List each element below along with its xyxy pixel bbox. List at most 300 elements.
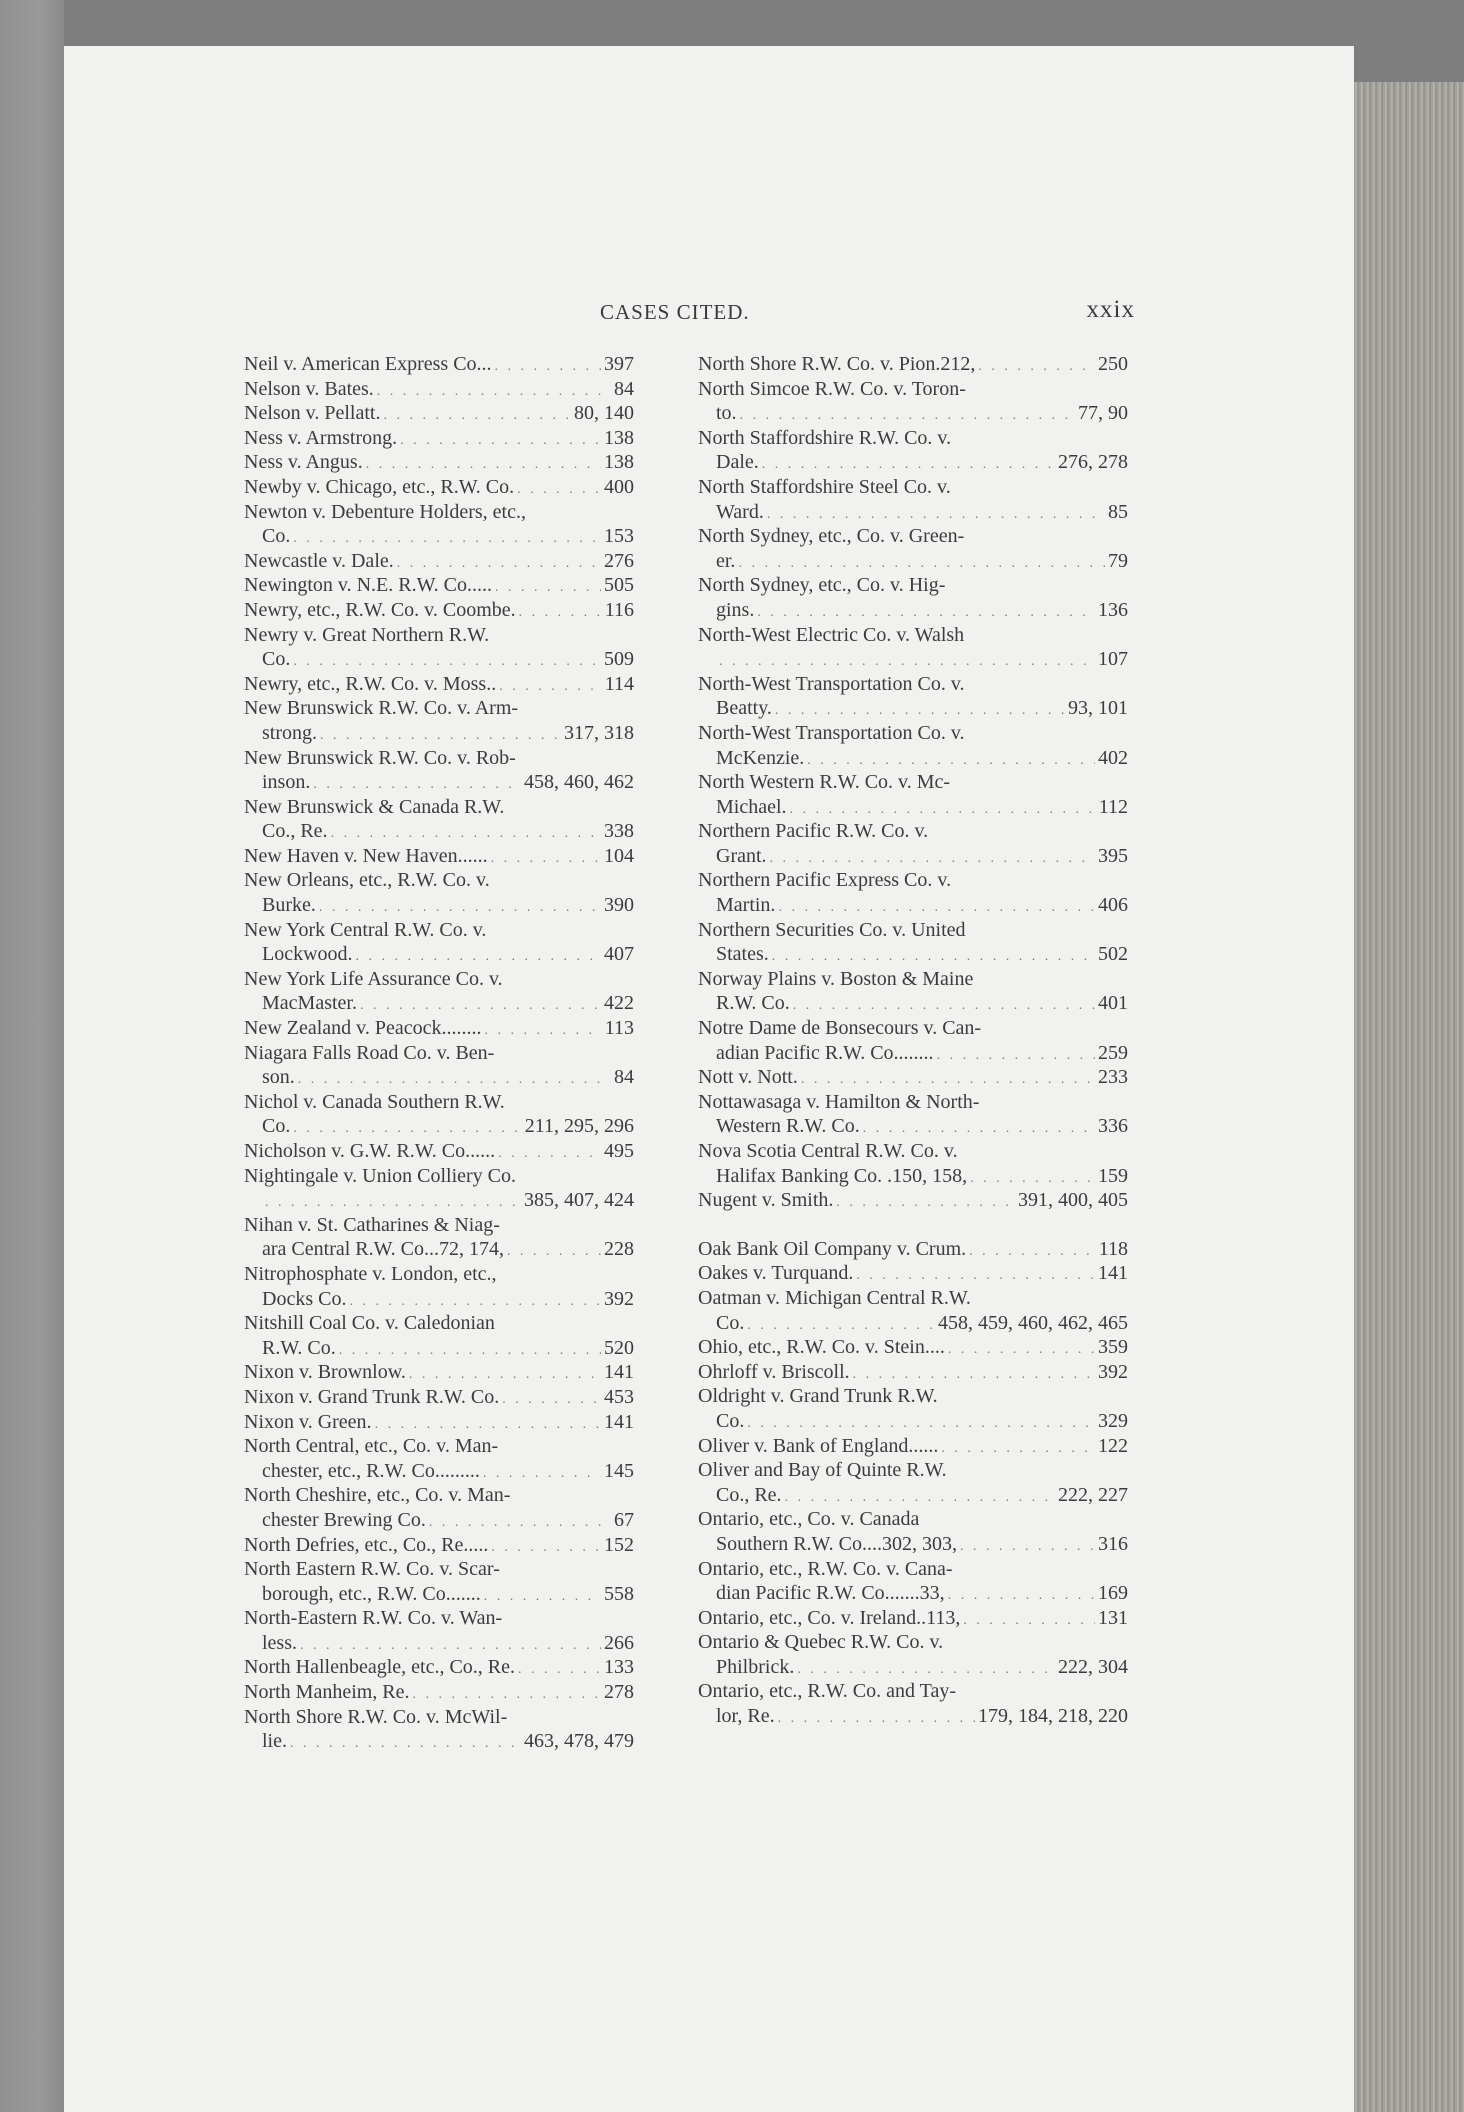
index-entry-line <box>698 819 1128 844</box>
page-references: 453 <box>604 1385 634 1408</box>
index-entry-line <box>698 1114 1128 1139</box>
index-entry-line <box>698 1704 1128 1729</box>
leader-dots <box>948 1338 1095 1363</box>
index-entry-line <box>244 1508 634 1533</box>
page-references: 141 <box>604 1410 634 1433</box>
index-entry-line <box>698 1458 1128 1483</box>
case-name: chester, etc., R.W. Co......... <box>262 1459 480 1482</box>
page-references: 520 <box>604 1336 634 1359</box>
case-name: Newry v. Great Northern R.W. <box>244 623 490 646</box>
index-entry-line <box>698 1139 1128 1164</box>
index-entry-line <box>698 377 1128 402</box>
index-entry-line <box>244 524 634 549</box>
index-entry-line <box>698 696 1128 721</box>
index-entry-line <box>244 1631 634 1656</box>
leader-dots <box>518 1658 601 1683</box>
page-references: 116 <box>604 598 634 621</box>
page-references: 338 <box>604 820 634 843</box>
page-references: 509 <box>604 648 634 671</box>
case-name: North Central, etc., Co. v. Man- <box>244 1435 499 1458</box>
page-references: 179, 184, 218, 220 <box>978 1705 1128 1728</box>
case-name: Michael. <box>716 795 787 818</box>
page-references: 131 <box>1098 1606 1128 1629</box>
leader-dots <box>937 1044 1095 1069</box>
page-references: 406 <box>1098 894 1128 917</box>
index-entry-line <box>698 475 1128 500</box>
index-entry-line <box>244 1164 634 1189</box>
page-references: 136 <box>1098 598 1128 621</box>
page-number: xxix <box>1086 296 1135 323</box>
index-entry-line <box>244 746 634 771</box>
index-entry-line <box>244 1262 634 1287</box>
leader-dots <box>948 1584 1095 1609</box>
case-name: Nixon v. Brownlow. <box>244 1361 406 1384</box>
page-references: 169 <box>1098 1582 1128 1605</box>
case-name: Co., Re. <box>716 1483 782 1506</box>
leader-dots <box>963 1609 1095 1634</box>
case-name: Southern R.W. Co....302, 303, <box>716 1532 957 1555</box>
case-name: Philbrick. <box>716 1655 795 1678</box>
index-entry-line <box>244 1090 634 1115</box>
page-references: 118 <box>1098 1237 1128 1260</box>
index-entry-line <box>244 770 634 795</box>
index-entry-line <box>698 1360 1128 1385</box>
page-references: 276 <box>604 549 634 572</box>
case-name: R.W. Co. <box>262 1336 336 1359</box>
index-entry-line <box>698 450 1128 475</box>
page-references: 93, 101 <box>1068 697 1128 720</box>
leader-dots <box>491 847 601 872</box>
case-name: New Haven v. New Haven...... <box>244 844 488 867</box>
case-name: Co., Re. <box>262 820 328 843</box>
index-entry-line <box>698 1286 1128 1311</box>
case-name: chester Brewing Co. <box>262 1508 426 1531</box>
case-name: Nihan v. St. Catharines & Niag- <box>244 1213 500 1236</box>
index-entry-line <box>698 1090 1128 1115</box>
index-entry-line <box>698 1630 1128 1655</box>
index-entry-line <box>698 795 1128 820</box>
case-name: Northern Pacific R.W. Co. v. <box>698 820 929 843</box>
page-references: 458, 459, 460, 462, 465 <box>938 1311 1128 1334</box>
page-references: 392 <box>1098 1360 1128 1383</box>
index-entry-line <box>244 1459 634 1484</box>
page-references: 458, 460, 462 <box>524 771 634 794</box>
page-references: 278 <box>604 1681 634 1704</box>
case-name: Nelson v. Bates. <box>244 377 374 400</box>
case-name: adian Pacific R.W. Co........ <box>716 1041 934 1064</box>
index-entry-line <box>698 1065 1128 1090</box>
index-entry-line <box>698 1557 1128 1582</box>
index-entry-line <box>244 1311 634 1336</box>
page-references: 138 <box>604 451 634 474</box>
case-name: Newington v. N.E. R.W. Co..... <box>244 574 492 597</box>
index-entry-line <box>698 1188 1128 1213</box>
index-entry-line <box>244 352 634 377</box>
index-entry-line <box>698 1532 1128 1557</box>
case-name: New York Central R.W. Co. v. <box>244 918 487 941</box>
index-entry-line <box>244 1410 634 1435</box>
case-name: Docks Co. <box>262 1287 347 1310</box>
case-name: Nott v. Nott. <box>698 1066 798 1089</box>
index-entry-line <box>698 1041 1128 1066</box>
page-header <box>600 292 1135 332</box>
page-references: 391, 400, 405 <box>1018 1189 1128 1212</box>
index-entry-line <box>244 1533 634 1558</box>
index-entry-line <box>698 770 1128 795</box>
page-references: 250 <box>1098 353 1128 375</box>
page-references: 141 <box>604 1361 634 1384</box>
page-references: 395 <box>1098 844 1128 867</box>
case-name: gins. <box>716 598 755 621</box>
case-name: New Orleans, etc., R.W. Co. v. <box>244 869 490 892</box>
page-references: 112 <box>1098 795 1128 818</box>
case-name: Newcastle v. Dale. <box>244 549 394 572</box>
case-name: North Hallenbeagle, etc., Co., Re. <box>244 1656 516 1679</box>
page-references: 502 <box>1098 943 1128 966</box>
page-references: 80, 140 <box>574 402 634 425</box>
index-entry-line <box>244 893 634 918</box>
case-name: R.W. Co. <box>716 992 790 1015</box>
page-references: 495 <box>604 1140 634 1162</box>
case-name: to. <box>716 402 737 425</box>
case-name: strong. <box>262 721 317 744</box>
case-name: Ontario, etc., R.W. Co. and Tay- <box>698 1680 956 1703</box>
case-name: Newby v. Chicago, etc., R.W. Co. <box>244 475 515 498</box>
case-name: Ontario, etc., R.W. Co. v. Cana- <box>698 1557 953 1580</box>
page-references: 114 <box>604 672 634 695</box>
index-entry-line <box>244 1582 634 1607</box>
index-entry-line <box>244 573 634 598</box>
page-references: 211, 295, 296 <box>524 1115 634 1138</box>
index-entry-line <box>698 1409 1128 1434</box>
case-name: Nitshill Coal Co. v. Caledonian <box>244 1312 495 1335</box>
case-name: Ontario, etc., Co. v. Canada <box>698 1508 920 1531</box>
case-name: Oliver and Bay of Quinte R.W. <box>698 1459 947 1482</box>
index-entry-line <box>698 1311 1128 1336</box>
page-references: 329 <box>1098 1409 1128 1432</box>
case-name: Nugent v. Smith. <box>698 1189 834 1212</box>
case-name: Co. <box>716 1311 745 1334</box>
index-entry-line <box>698 1261 1128 1286</box>
index-entry-line <box>244 1557 634 1582</box>
page-references: 133 <box>604 1656 634 1679</box>
index-entry-line <box>244 401 634 426</box>
case-name: Dale. <box>716 451 759 474</box>
case-name: Nova Scotia Central R.W. Co. v. <box>698 1140 958 1162</box>
index-entry-line <box>244 450 634 475</box>
case-name: Newton v. Debenture Holders, etc., <box>244 500 526 523</box>
page-references: 359 <box>1098 1336 1128 1359</box>
index-entry-line <box>244 1114 634 1139</box>
page-references: 222, 227 <box>1058 1483 1128 1506</box>
page-references: 67 <box>614 1508 634 1531</box>
case-name: Lockwood. <box>262 943 353 966</box>
case-name: dian Pacific R.W. Co.......33, <box>716 1582 945 1605</box>
leader-dots <box>507 1240 601 1265</box>
index-entry-line <box>698 1164 1128 1189</box>
case-name: Ontario & Quebec R.W. Co. v. <box>698 1631 944 1654</box>
case-name: McKenzie. <box>716 746 805 769</box>
leader-dots <box>978 355 1095 380</box>
page-references: 558 <box>604 1582 634 1605</box>
index-entry-line <box>244 795 634 820</box>
case-name: ara Central R.W. Co...72, 174, <box>262 1238 505 1261</box>
case-name: Grant. <box>716 844 767 867</box>
case-name: Halifax Banking Co. .150, 158, <box>716 1164 968 1187</box>
case-name: Co. <box>262 525 291 548</box>
page-references: 159 <box>1098 1164 1128 1187</box>
index-entry-line <box>244 918 634 943</box>
case-name: MacMaster. <box>262 992 357 1015</box>
case-name: Nixon v. Grand Trunk R.W. Co. <box>244 1385 500 1408</box>
page-references: 79 <box>1108 549 1128 572</box>
index-entry-line <box>698 721 1128 746</box>
case-name: New Brunswick R.W. Co. v. Rob- <box>244 746 516 769</box>
page-references: 402 <box>1098 746 1128 769</box>
case-name: Ohrloff v. Briscoll. <box>698 1360 850 1383</box>
case-name: Martin. <box>716 894 776 917</box>
index-entry-line <box>698 500 1128 525</box>
leader-dots <box>836 1191 1015 1216</box>
case-name: North-West Electric Co. v. Walsh <box>698 623 965 646</box>
index-entry-line <box>244 426 634 451</box>
leader-dots <box>491 1536 601 1561</box>
case-name: North Cheshire, etc., Co. v. Man- <box>244 1484 511 1507</box>
index-entry-line <box>698 991 1128 1016</box>
index-entry-line <box>244 1360 634 1385</box>
leader-dots <box>502 1388 601 1413</box>
case-name: Western R.W. Co. <box>716 1115 860 1138</box>
index-entry-line <box>244 672 634 697</box>
case-name: North Sydney, etc., Co. v. Green- <box>698 525 965 548</box>
case-name: lor, Re. <box>716 1705 775 1728</box>
index-entry-line <box>698 1335 1128 1360</box>
case-name: Neil v. American Express Co... <box>244 353 492 375</box>
case-name: New Brunswick R.W. Co. v. Arm- <box>244 697 519 720</box>
index-entry-line <box>698 1434 1128 1459</box>
page-references: 422 <box>604 992 634 1015</box>
index-entry-line <box>698 524 1128 549</box>
case-name: Nicholson v. G.W. R.W. Co...... <box>244 1140 496 1162</box>
index-entry-line <box>244 598 634 623</box>
index-entry-line <box>244 819 634 844</box>
case-name: Newry, etc., R.W. Co. v. Moss.. <box>244 672 497 695</box>
index-entry-line <box>244 967 634 992</box>
index-entry-line <box>244 721 634 746</box>
index-entry-line <box>698 1655 1128 1680</box>
case-name: borough, etc., R.W. Co....... <box>262 1582 481 1605</box>
index-entry-line <box>244 1385 634 1410</box>
case-name: North-West Transportation Co. v. <box>698 672 965 695</box>
page-references: 385, 407, 424 <box>524 1189 634 1212</box>
case-name: Notre Dame de Bonsecours v. Can- <box>698 1017 982 1040</box>
case-name: North Shore R.W. Co. v. McWil- <box>244 1705 508 1728</box>
right-index-column <box>698 352 1128 1729</box>
case-name: Oldright v. Grand Trunk R.W. <box>698 1385 938 1408</box>
case-name: Co. <box>716 1409 745 1432</box>
leader-dots <box>400 429 601 454</box>
case-name: North Sydney, etc., Co. v. Hig- <box>698 574 946 597</box>
page-references: 222, 304 <box>1058 1655 1128 1678</box>
case-name: Northern Pacific Express Co. v. <box>698 869 952 892</box>
index-entry-line <box>698 1016 1128 1041</box>
index-entry-line <box>244 696 634 721</box>
page-references: 77, 90 <box>1078 402 1128 425</box>
page-references: 152 <box>604 1533 634 1556</box>
index-entry-line <box>244 844 634 869</box>
page-references: 401 <box>1098 992 1128 1015</box>
case-name: Ontario, etc., Co. v. Ireland..113, <box>698 1606 961 1629</box>
left-index-column <box>244 352 634 1754</box>
index-entry-line <box>244 1139 634 1164</box>
case-name: Oliver v. Bank of England...... <box>698 1434 939 1457</box>
case-name: North-Eastern R.W. Co. v. Wan- <box>244 1607 503 1630</box>
page-references: 400 <box>604 475 634 498</box>
case-name: lie. <box>262 1730 287 1753</box>
page-references: 317, 318 <box>564 721 634 744</box>
page-references: 505 <box>604 574 634 597</box>
index-entry-line <box>698 598 1128 623</box>
page-references: 233 <box>1098 1066 1128 1089</box>
page-references: 463, 478, 479 <box>524 1730 634 1753</box>
page-references: 141 <box>1098 1262 1128 1285</box>
index-entry-line <box>698 868 1128 893</box>
case-name: Nottawasaga v. Hamilton & North- <box>698 1090 980 1113</box>
index-entry-line <box>244 647 634 672</box>
case-name: Ness v. Armstrong. <box>244 426 398 449</box>
index-entry-line <box>698 352 1128 377</box>
facing-page-edge <box>0 0 64 2112</box>
index-entry-line <box>698 549 1128 574</box>
index-entry-line <box>244 623 634 648</box>
leader-dots <box>941 1437 1095 1462</box>
page-references: 390 <box>604 894 634 917</box>
index-entry-line <box>698 573 1128 598</box>
leader-dots <box>383 404 571 429</box>
page-references: 276, 278 <box>1058 451 1128 474</box>
leader-dots <box>495 355 601 380</box>
page-references: 336 <box>1098 1115 1128 1138</box>
case-name: Nichol v. Canada Southern R.W. <box>244 1090 505 1113</box>
page-references: 84 <box>614 1066 634 1089</box>
case-name: Northern Securities Co. v. United <box>698 918 966 941</box>
index-entry-line <box>244 1065 634 1090</box>
page-references: 107 <box>1098 648 1128 671</box>
leader-dots <box>969 1240 1096 1265</box>
index-entry-line <box>698 1483 1128 1508</box>
page-references: 397 <box>604 353 634 375</box>
index-entry-line <box>698 893 1128 918</box>
page-references: 113 <box>604 1017 634 1040</box>
case-name: Oak Bank Oil Company v. Crum. <box>698 1237 967 1260</box>
leader-dots <box>290 1732 521 1757</box>
index-entry-line <box>244 1188 634 1213</box>
index-entry-line <box>244 1336 634 1361</box>
case-name: Newry, etc., R.W. Co. v. Coombe. <box>244 598 516 621</box>
index-entry-line <box>244 1434 634 1459</box>
case-name: North Staffordshire Steel Co. v. <box>698 475 951 498</box>
case-name: Niagara Falls Road Co. v. Ben- <box>244 1041 495 1064</box>
index-entry-line <box>698 746 1128 771</box>
case-name: North Staffordshire R.W. Co. v. <box>698 426 952 449</box>
index-entry-line <box>698 623 1128 648</box>
index-entry-line <box>244 991 634 1016</box>
case-name: North Western R.W. Co. v. Mc- <box>698 771 951 794</box>
index-entry-line <box>698 1606 1128 1631</box>
page-references: 407 <box>604 943 634 966</box>
case-name: er. <box>716 549 736 572</box>
leader-dots <box>960 1535 1095 1560</box>
leader-dots <box>517 478 601 503</box>
index-entry-line <box>244 475 634 500</box>
page-references: 104 <box>604 844 634 867</box>
page-references: 138 <box>604 426 634 449</box>
index-entry-line <box>244 1237 634 1262</box>
case-name: Ness v. Angus. <box>244 451 363 474</box>
case-name: North Eastern R.W. Co. v. Scar- <box>244 1558 500 1581</box>
case-name: Nightingale v. Union Colliery Co. <box>244 1164 517 1187</box>
page-references: 392 <box>604 1287 634 1310</box>
page-references: 122 <box>1098 1434 1128 1457</box>
index-entry-line <box>244 1213 634 1238</box>
case-name: Oatman v. Michigan Central R.W. <box>698 1286 971 1309</box>
page-references: 145 <box>604 1459 634 1482</box>
index-entry-line <box>698 647 1128 672</box>
page-references: 228 <box>604 1238 634 1261</box>
case-name: North Manheim, Re. <box>244 1681 410 1704</box>
running-head: CASES CITED. <box>600 300 750 324</box>
index-entry-line <box>698 401 1128 426</box>
index-entry-line <box>244 549 634 574</box>
index-entry-line <box>244 377 634 402</box>
case-name: Nixon v. Green. <box>244 1410 372 1433</box>
case-name: Burke. <box>262 894 316 917</box>
case-name: Norway Plains v. Boston & Maine <box>698 967 974 990</box>
case-name: Co. <box>262 1115 291 1138</box>
index-entry-line <box>244 1287 634 1312</box>
case-name: less. <box>262 1631 297 1654</box>
index-entry-line <box>698 1581 1128 1606</box>
case-name: Nitrophosphate v. London, etc., <box>244 1262 497 1285</box>
case-name: North Shore R.W. Co. v. Pion.212, <box>698 353 976 375</box>
index-entry-line <box>244 1483 634 1508</box>
case-name: Nelson v. Pellatt. <box>244 402 381 425</box>
index-entry-line <box>698 844 1128 869</box>
case-name: son. <box>262 1066 295 1089</box>
case-name: New Zealand v. Peacock........ <box>244 1017 482 1040</box>
index-entry-line <box>244 1705 634 1730</box>
case-name: Oakes v. Turquand. <box>698 1262 854 1285</box>
leader-dots <box>485 1019 602 1044</box>
index-entry-line <box>244 1041 634 1066</box>
page-references: 259 <box>1098 1041 1128 1064</box>
index-entry-line <box>244 1016 634 1041</box>
index-entry-line <box>698 1679 1128 1704</box>
index-entry-line <box>698 426 1128 451</box>
case-name: Beatty. <box>716 697 772 720</box>
index-entry-line <box>244 942 634 967</box>
index-entry-line <box>244 1606 634 1631</box>
case-name: North Defries, etc., Co., Re..... <box>244 1533 489 1556</box>
case-name: Ohio, etc., R.W. Co. v. Stein.... <box>698 1336 945 1359</box>
index-entry-line <box>698 918 1128 943</box>
case-name: States. <box>716 943 769 966</box>
page-references: 316 <box>1098 1532 1128 1555</box>
leader-dots <box>778 1707 975 1732</box>
case-name: New York Life Assurance Co. v. <box>244 967 503 990</box>
index-entry-line <box>698 672 1128 697</box>
index-entry-line <box>698 1384 1128 1409</box>
